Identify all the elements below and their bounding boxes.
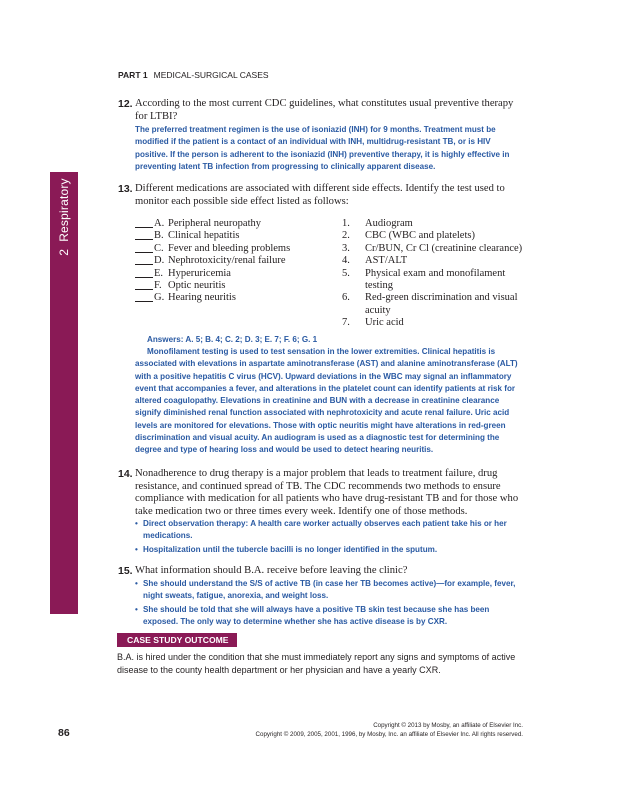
list-item: • She should be told that she will always have a positive TB skin test because she has been exposed. The only way to determine whether she has active disease is by CXR. (135, 604, 490, 626)
list-item: • She should understand the S/S of active TB (in case her TB becomes active)—for example, fever, night sweats, fatigue, anorexia, and weight loss. (135, 579, 516, 601)
item-text: Uric acid (365, 317, 404, 329)
question-text: What information should B.A. receive before leaving the clinic? (135, 565, 408, 576)
item-text: Nephrotoxicity/renal failure (168, 255, 286, 267)
matching-left-item (135, 230, 335, 242)
item-text: Optic neuritis (168, 280, 226, 292)
chapter-number: 2 (57, 248, 72, 256)
item-letter: D. (154, 255, 165, 267)
matching-right-item (342, 230, 527, 242)
matching-right-item (342, 292, 527, 317)
item-number: 3. (342, 242, 350, 254)
matching-right-item (342, 255, 527, 267)
answer-text: The preferred treatment regimen is the use of isoniazid (INH) for 9 months. Treatment must be modified if the patient is a contact of an individual with INH, multidrug-resistant TB, or is HIV positive. If the person is adherent to the isoniazid (INH) preventive therapy, it is highly effective in preventing latent TB infection from progressing to clinically apparent disease. (135, 125, 510, 171)
item-text: CBC (WBC and platelets) (365, 230, 475, 242)
answer-blank (135, 280, 153, 290)
copyright-line-2: Copyright © 2009, 2005, 2001, 1996, by Mosby, Inc. an affiliate of Elsevier Inc. All rights reserved. (255, 731, 523, 738)
item-letter: C. (154, 242, 164, 254)
part-title: MEDICAL-SURGICAL CASES (153, 70, 269, 80)
item-letter: E. (154, 267, 164, 279)
item-text: Red-green discrimination and visual acuity (365, 292, 518, 316)
matching-left-item (135, 292, 335, 304)
item-text: Physical exam and monofilament testing (365, 267, 506, 292)
answer-blank (135, 218, 153, 228)
item-text: AST/ALT (365, 255, 408, 267)
item-number: 1. (342, 218, 350, 229)
matching-left-item (135, 255, 335, 267)
question-number: 13. (118, 183, 133, 195)
part-label: PART 1 (118, 70, 148, 80)
chapter-name: Respiratory (57, 178, 72, 242)
answers-key: Answers: A. 5; B. 4; C. 2; D. 3; E. 7; F. 6; G. 1 (147, 335, 318, 344)
item-text: Hearing neuritis (168, 292, 236, 304)
matching-right-item (342, 218, 527, 230)
matching-left-column (135, 218, 335, 305)
answer-blank (135, 255, 153, 265)
answer-blank (135, 292, 153, 302)
matching-right-item (342, 243, 527, 255)
item-number: 6. (342, 292, 350, 304)
item-letter: F. (154, 280, 162, 292)
matching-right-column (342, 218, 527, 330)
matching-right-item (342, 268, 527, 293)
bullet-list (135, 518, 525, 556)
copyright-line-1: Copyright © 2013 by Mosby, an affiliate of Elsevier Inc. (373, 722, 523, 729)
matching-left-item (135, 243, 335, 255)
item-letter: B. (154, 230, 164, 242)
list-item: • Direct observation therapy: A health care worker actually observes each patient take his or her medications. (135, 519, 507, 541)
item-text: Hyperuricemia (168, 267, 231, 279)
question-text: Different medications are associated with different side effects. Identify the test used to monitor each possible side effect listed as follows: (135, 183, 505, 207)
matching-left-item (135, 280, 335, 292)
question-text: Nonadherence to drug therapy is a major problem that leads to treatment failure, drug resistance, and continued spread of TB. The CDC recommends two methods to ensure compliance with medication for all patients who have drug-resistant TB and for those who take medication two or three times every week. Identify one of those methods. (135, 468, 519, 517)
question-number: 12. (118, 98, 133, 110)
item-number: 5. (342, 267, 350, 279)
answer-blank (135, 243, 153, 253)
item-text: Peripheral neuropathy (168, 218, 262, 229)
question-number: 14. (118, 468, 133, 480)
chapter-side-tab (50, 172, 78, 614)
question-number: 15. (118, 565, 133, 577)
bullet-list (135, 578, 525, 628)
item-text: Audiogram (365, 218, 413, 229)
item-text: Clinical hepatitis (168, 230, 240, 242)
page-number: 86 (58, 727, 70, 739)
answer-blank (135, 230, 153, 240)
chapter-side-tab-label (50, 172, 78, 262)
page-header (118, 70, 269, 80)
case-study-outcome-banner: CASE STUDY OUTCOME (117, 633, 237, 647)
item-number: 7. (342, 317, 350, 329)
item-text: Fever and bleeding problems (168, 242, 291, 254)
item-letter: G. (154, 292, 165, 304)
item-text: Cr/BUN, Cr Cl (creatinine clearance) (365, 242, 523, 254)
case-study-outcome-text: B.A. is hired under the condition that she must immediately report any signs and symptoms of active disease to the county health department or her physician and have a yearly CXR. (117, 652, 516, 675)
item-letter: A. (154, 218, 165, 229)
item-number: 4. (342, 255, 350, 267)
item-number: 2. (342, 230, 350, 242)
list-item: • Hospitalization until the tubercle bacilli is no longer identified in the sputum. (135, 544, 438, 554)
answer-blank (135, 268, 153, 278)
question-text: According to the most current CDC guidelines, what constitutes usual preventive therapy for LTBI? (135, 98, 514, 122)
matching-left-item (135, 268, 335, 280)
answer-text: Monofilament testing is used to test sensation in the lower extremities. Clinical hepatitis is associated with elevations in aspartate aminotransferase (AST) and alanine aminotransferase (ALT) with a positive hepatitis C virus (HCV). Upward deviations in the WBC may signal an inflammatory event that accompanies a fever, and alterations in the platelet count can identify patients at risk for altered coagulopathy. Elevations in creatinine and BUN with a decrease in creatinine clearance signify diminished renal function associated with nephrotoxicity and acute renal failure. Uric acid levels are monitored for elevations. Those with optic neuritis might have alterations in red-green discrimination and visual acuity. An audiogram is used as a diagnostic test for determining the degree and type of hearing loss and would be used to detect hearing neuritis. (135, 347, 518, 455)
matching-right-item (342, 317, 527, 329)
matching-left-item (135, 218, 335, 230)
